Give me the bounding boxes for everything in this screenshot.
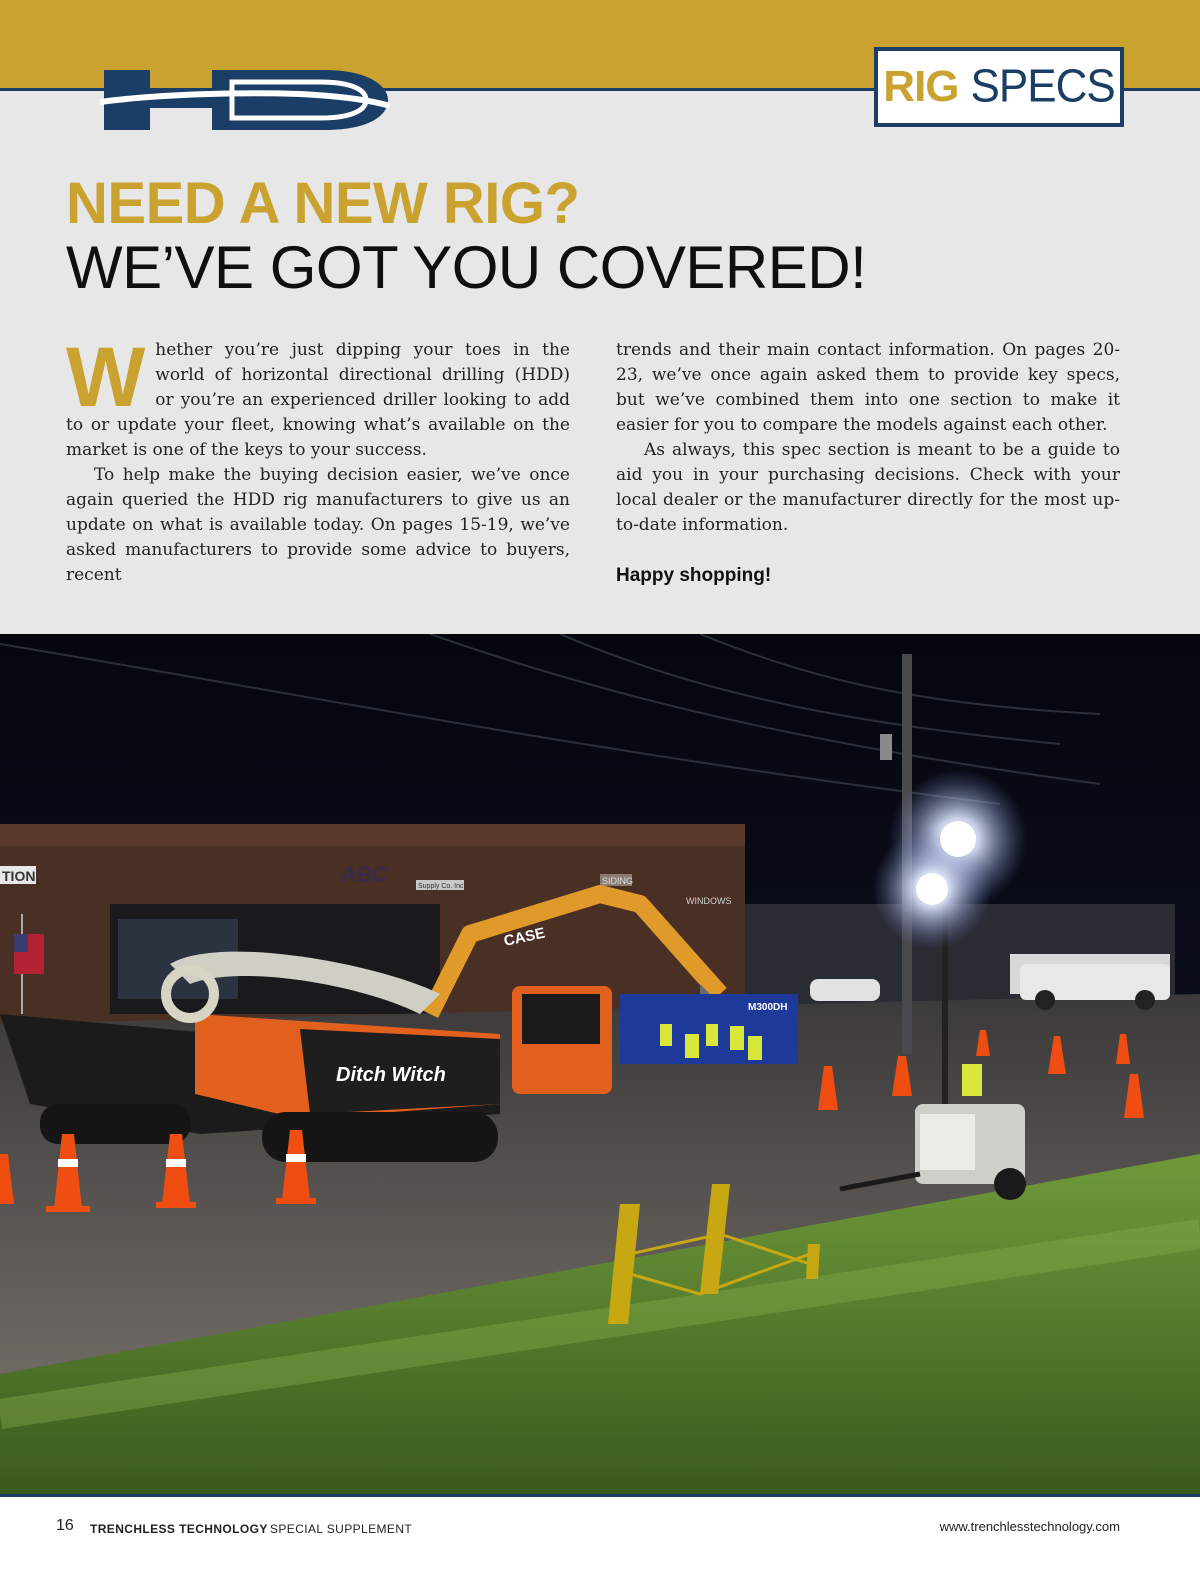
drop-cap: W	[66, 330, 146, 424]
building-sign-left: TION	[2, 868, 36, 884]
rig-brand: Ditch Witch	[336, 1064, 446, 1086]
website-url[interactable]: www.trenchlesstechnology.com	[939, 1519, 1120, 1534]
sign-siding: SIDING	[602, 876, 634, 886]
section-badge-word2: SPECS	[970, 60, 1115, 113]
section-badge-word1: RIG	[883, 62, 959, 111]
article-column-left	[66, 330, 570, 588]
section-badge	[874, 47, 1124, 127]
sign-windows: WINDOWS	[686, 896, 732, 906]
headline-primary: NEED A NEW RIG?	[66, 171, 580, 236]
article-paragraph: As always, this spec section is meant to be a guide to aid you in your purchasing decisions. Check with your local dealer or the manufacturer directly for the most up-to-date information.	[616, 440, 1120, 535]
article-paragraph: To help make the buying decision easier, we’ve once again queried the HDD rig manufacturers to give us an update on what is available today. On pages 15-19, we’ve asked manufacturers to provide some advice to buyers, recent	[66, 465, 570, 585]
article-column-right	[616, 338, 1120, 588]
page-number: 16	[56, 1517, 74, 1534]
hero-photo	[0, 634, 1200, 1494]
headline-secondary: WE’VE GOT YOU COVERED!	[66, 234, 867, 301]
hdd-logo	[100, 66, 390, 136]
paragraph-text: hether you’re just dipping your toes in the world of horizontal directional drilling (HDD) or you’re an experienced driller looking to add to or update your fleet, knowing what’s available on the market is one of the keys to your success.	[66, 340, 570, 460]
article-paragraph	[66, 330, 570, 463]
publication-supplement: SPECIAL SUPPLEMENT	[270, 1522, 413, 1536]
building-sign-sub: Supply Co. Inc.	[418, 883, 466, 890]
article-paragraph: trends and their main contact information. On pages 20-23, we’ve once again asked them to provide key specs, but we’ve combined them into one section to make it easier for you to compare the models against each other.	[616, 340, 1120, 435]
publication-name: TRENCHLESS TECHNOLOGY	[90, 1522, 268, 1536]
signoff: Happy shopping!	[616, 565, 772, 586]
page-footer	[0, 1497, 1200, 1575]
excavator-brand: CASE	[502, 924, 547, 950]
trailer-label: M300DH	[748, 1002, 788, 1013]
building-sign: ABC	[340, 862, 388, 887]
